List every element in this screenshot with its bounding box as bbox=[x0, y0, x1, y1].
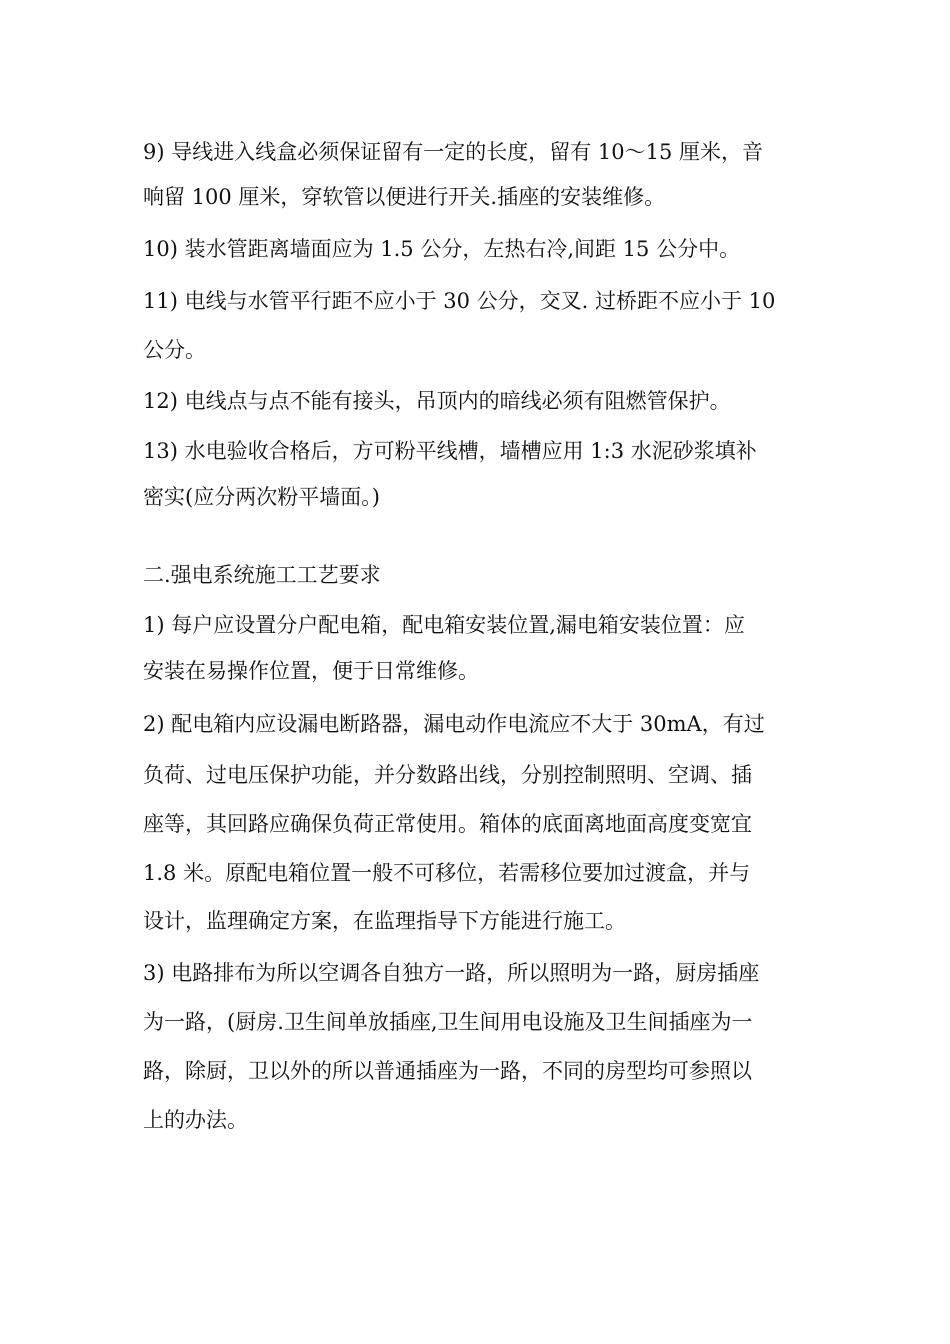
item-1-line-2: 安装在易操作位置，便于日常维修。 bbox=[143, 659, 479, 683]
section-heading: 二.强电系统施工工艺要求 bbox=[143, 563, 381, 587]
item-3-line-3: 路，除厨，卫以外的所以普通插座为一路，不同的房型均可参照以 bbox=[143, 1059, 752, 1083]
item-3-line-2: 为一路，(厨房.卫生间单放插座,卫生间用电设施及卫生间插座为一 bbox=[143, 1010, 753, 1034]
item-11-line-2: 公分。 bbox=[143, 338, 206, 362]
item-2-line-3: 座等，其回路应确保负荷正常使用。箱体的底面离地面高度变宽宜 bbox=[143, 812, 752, 836]
item-2-line-4: 1.8 米。原配电箱位置一般不可移位，若需移位要加过渡盒，并与 bbox=[143, 861, 751, 885]
item-12-line-1: 12) 电线点与点不能有接头，吊顶内的暗线必须有阻燃管保护。 bbox=[143, 389, 731, 413]
item-9-line-2: 响留 100 厘米，穿软管以便进行开关.插座的安装维修。 bbox=[143, 185, 666, 209]
item-3-line-1: 3) 电路排布为所以空调各自独方一路，所以照明为一路，厨房插座 bbox=[143, 961, 760, 985]
item-2-line-2: 负荷、过电压保护功能，并分数路出线，分别控制照明、空调、插 bbox=[143, 763, 752, 787]
item-9-line-1: 9) 导线进入线盒必须保证留有一定的长度，留有 10～15 厘米，音 bbox=[143, 140, 764, 164]
item-11-line-1: 11) 电线与水管平行距不应小于 30 公分，交叉. 过桥距不应小于 10 bbox=[143, 289, 776, 313]
item-3-line-4: 上的办法。 bbox=[143, 1108, 248, 1132]
item-2-line-5: 设计，监理确定方案，在监理指导下方能进行施工。 bbox=[143, 909, 626, 933]
item-1-line-1: 1) 每户应设置分户配电箱，配电箱安装位置,漏电箱安装位置：应 bbox=[143, 613, 745, 637]
item-13-line-2: 密实(应分两次粉平墙面。) bbox=[143, 485, 380, 509]
item-2-line-1: 2) 配电箱内应设漏电断路器，漏电动作电流应不大于 30mA，有过 bbox=[143, 712, 765, 736]
item-10-line-1: 10) 装水管距离墙面应为 1.5 公分，左热右冷,间距 15 公分中。 bbox=[143, 237, 741, 261]
item-13-line-1: 13) 水电验收合格后，方可粉平线槽，墙槽应用 1:3 水泥砂浆填补 bbox=[143, 439, 757, 463]
